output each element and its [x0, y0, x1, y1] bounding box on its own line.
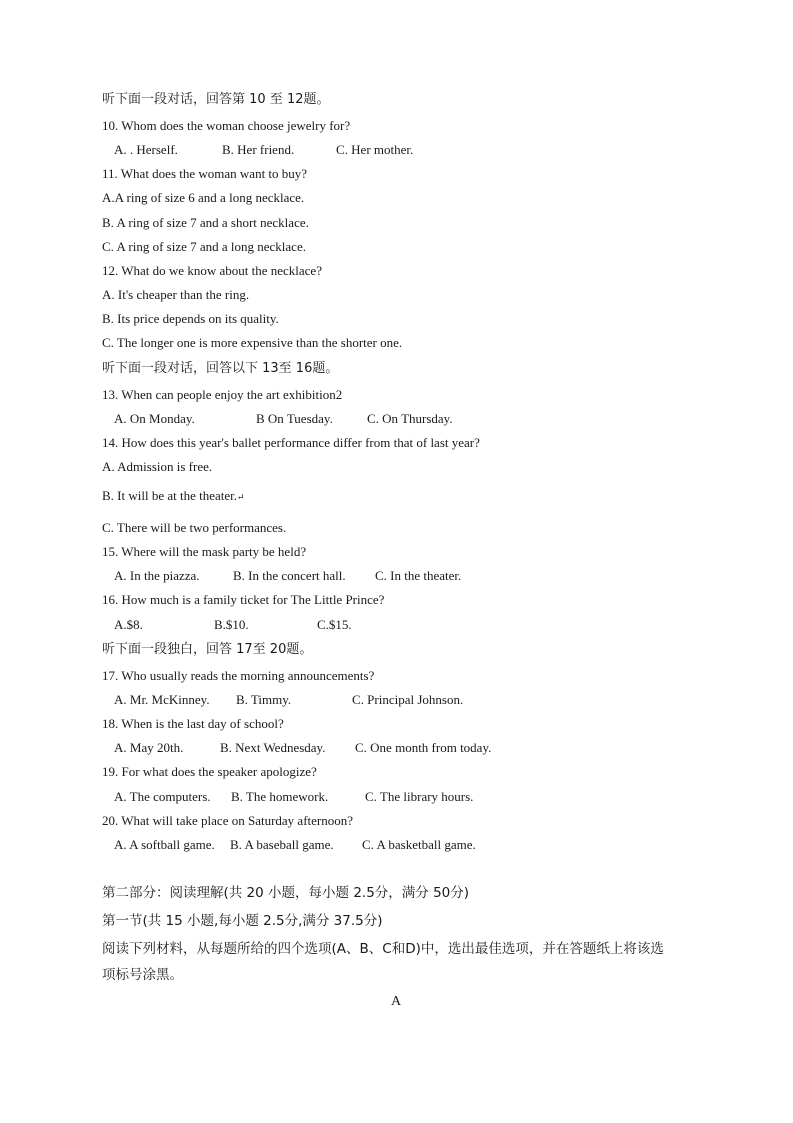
option-a: A. On Monday.: [114, 411, 195, 426]
option-b: B.$10.: [214, 617, 249, 632]
question-19: 19. For what does the speaker apologize?: [102, 764, 317, 779]
passage-letter: A: [391, 994, 402, 1009]
question-17-options: [114, 692, 463, 708]
option-c: C. In the theater.: [375, 568, 462, 583]
question-12: 12. What do we know about the necklace?: [102, 263, 322, 278]
option-b: B. A baseball game.: [230, 837, 334, 852]
option-b-text: B. It will be at the theater.: [102, 488, 238, 503]
option-a: A. In the piazza.: [114, 568, 200, 583]
question-11-option-a: A.A ring of size 6 and a long necklace.: [102, 190, 305, 205]
question-14-option-c: C. There will be two performances.: [102, 520, 287, 535]
option-a: A. May 20th.: [114, 740, 184, 755]
question-13-options: [114, 411, 453, 427]
question-14-option-b: [102, 488, 245, 505]
question-10: 10. Whom does the woman choose jewelry for?: [102, 118, 351, 133]
option-b: B. The homework.: [231, 789, 329, 804]
option-a: A. The computers.: [114, 789, 211, 804]
section-heading-13-16: 听下面一段对话，回答以下 13至 16题。: [102, 361, 339, 376]
option-a: A. Mr. McKinney.: [114, 692, 210, 707]
option-c: C. The library hours.: [365, 789, 474, 804]
section-heading-10-12: 听下面一段对话，回答第 10 至 12题。: [102, 92, 330, 107]
question-20-options: [114, 837, 476, 853]
question-16: 16. How much is a family ticket for The Little Prince?: [102, 592, 385, 607]
instruction-line-1: 阅读下列材料，从每题所给的四个选项(A、B、C和D)中，选出最佳选项，并在答题纸上将该选: [102, 941, 664, 957]
question-12-option-a: A. It's cheaper than the ring.: [102, 287, 250, 302]
question-15: 15. Where will the mask party be held?: [102, 544, 307, 559]
question-11: 11. What does the woman want to buy?: [102, 166, 308, 181]
question-13: 13. When can people enjoy the art exhibition2: [102, 387, 343, 402]
option-c: C. A basketball game.: [362, 837, 476, 852]
question-14-option-a: A. Admission is free.: [102, 459, 213, 474]
option-c: C. One month from today.: [355, 740, 492, 755]
part-2-title: 第二部分：阅读理解(共 20 小题，每小题 2.5分，满分 50分): [102, 885, 470, 901]
question-18-options: [114, 740, 491, 756]
section-heading-17-20: 听下面一段独白，回答 17至 20题。: [102, 642, 313, 657]
question-16-options: [114, 617, 352, 633]
question-20: 20. What will take place on Saturday afternoon?: [102, 813, 354, 828]
option-b: B. Timmy.: [236, 692, 292, 707]
question-15-options: [114, 568, 461, 584]
option-a: A.$8.: [114, 617, 143, 632]
option-b: B On Tuesday.: [256, 411, 333, 426]
option-a: A. . Herself.: [114, 142, 178, 157]
question-19-options: [114, 789, 473, 805]
paragraph-mark: ↵: [237, 492, 245, 502]
option-b: B. Next Wednesday.: [220, 740, 326, 755]
question-17: 17. Who usually reads the morning announcements?: [102, 668, 375, 683]
question-10-options: [114, 142, 413, 158]
instruction-line-2: 项标号涂黑。: [102, 967, 183, 983]
option-b: B. In the concert hall.: [233, 568, 346, 583]
option-a: A. A softball game.: [114, 837, 215, 852]
option-c: C.$15.: [317, 617, 352, 632]
question-12-option-b: B. Its price depends on its quality.: [102, 311, 279, 326]
option-c: C. Her mother.: [336, 142, 414, 157]
section-1-title: 第一节(共 15 小题,每小题 2.5分,满分 37.5分): [102, 913, 383, 929]
question-12-option-c: C. The longer one is more expensive than the shorter one.: [102, 335, 403, 350]
option-c: C. Principal Johnson.: [352, 692, 464, 707]
question-11-option-b: B. A ring of size 7 and a short necklace.: [102, 215, 309, 230]
question-11-option-c: C. A ring of size 7 and a long necklace.: [102, 239, 306, 254]
option-b: B. Her friend.: [222, 142, 295, 157]
option-c: C. On Thursday.: [367, 411, 453, 426]
question-18: 18. When is the last day of school?: [102, 716, 284, 731]
question-14: 14. How does this year's ballet performance differ from that of last year?: [102, 435, 480, 450]
